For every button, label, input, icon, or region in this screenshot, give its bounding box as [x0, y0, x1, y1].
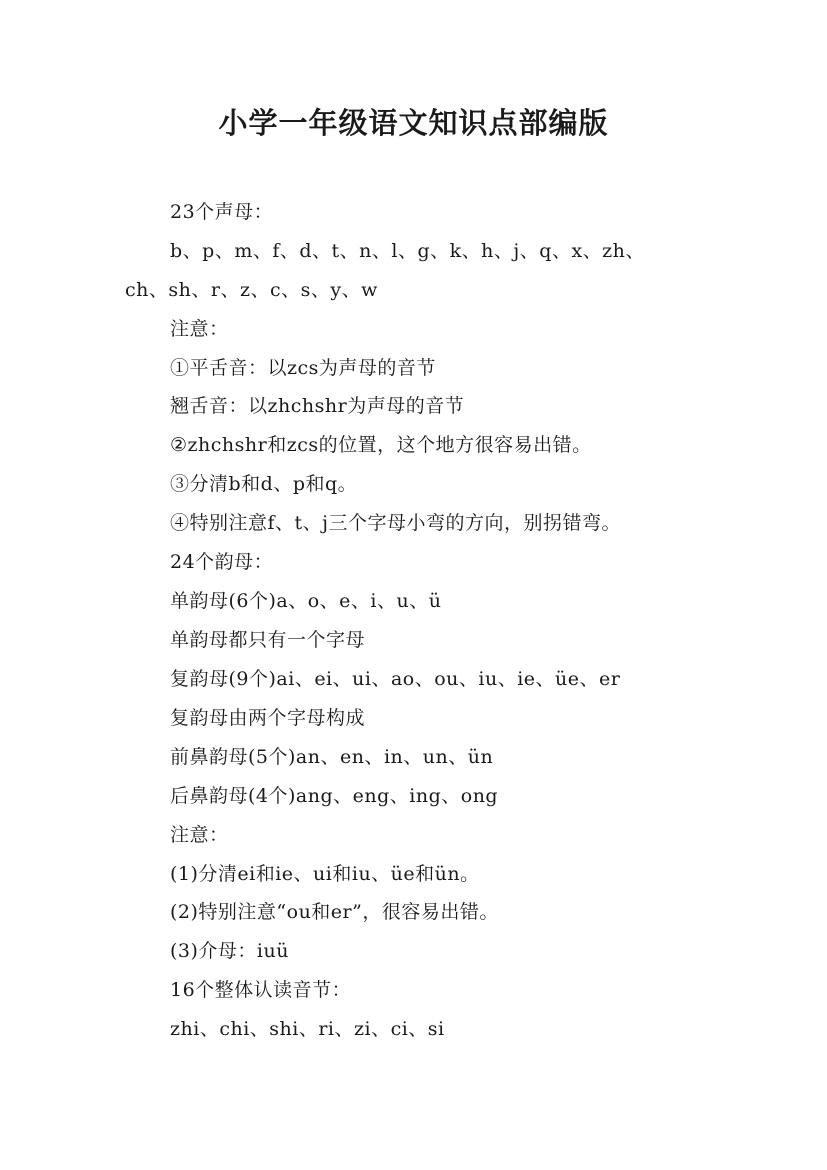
heading-whole-syllables: 16个整体认读音节： — [170, 979, 352, 1001]
finals-item: 后鼻韵母(4个)ang、eng、ing、ong — [170, 785, 499, 807]
finals-item: 前鼻韵母(5个)an、en、in、un、ün — [170, 746, 494, 768]
note-item: ③分清b和d、p和q。 — [170, 473, 358, 495]
note-item: ④特别注意f、t、j三个字母小弯的方向，别拐错弯。 — [170, 512, 622, 534]
heading-finals: 24个韵母： — [170, 551, 274, 573]
note-item: (1)分清ei和ie、ui和iu、üe和ün。 — [170, 863, 480, 885]
whole-syllables-list: zhi、chi、shi、ri、zi、ci、si — [170, 1018, 445, 1040]
initials-list-line-2: ch、sh、r、z、c、s、y、w — [125, 279, 378, 301]
finals-item: 单韵母都只有一个字母 — [170, 629, 366, 651]
note-heading: 注意： — [170, 318, 229, 340]
note-item: (2)特别注意“ou和er”，很容易出错。 — [170, 901, 499, 923]
note-item: 翘舌音：以zhchshr为声母的音节 — [170, 395, 465, 417]
note-heading: 注意： — [170, 824, 229, 846]
heading-initials: 23个声母： — [170, 201, 274, 223]
finals-item: 复韵母由两个字母构成 — [170, 707, 366, 729]
finals-item: 复韵母(9个)ai、ei、ui、ao、ou、iu、ie、üe、er — [170, 668, 621, 690]
initials-list-line-1: b、p、m、f、d、t、n、l、g、k、h、j、q、x、zh、 — [170, 240, 645, 262]
document-title: 小学一年级语文知识点部编版 — [218, 106, 609, 140]
note-item: (3)介母：iuü — [170, 940, 289, 962]
note-item: ①平舌音：以zcs为声母的音节 — [170, 357, 436, 379]
finals-item: 单韵母(6个)a、o、e、i、u、ü — [170, 590, 442, 612]
note-item: ②zhchshr和zcs的位置，这个地方很容易出错。 — [170, 434, 592, 456]
